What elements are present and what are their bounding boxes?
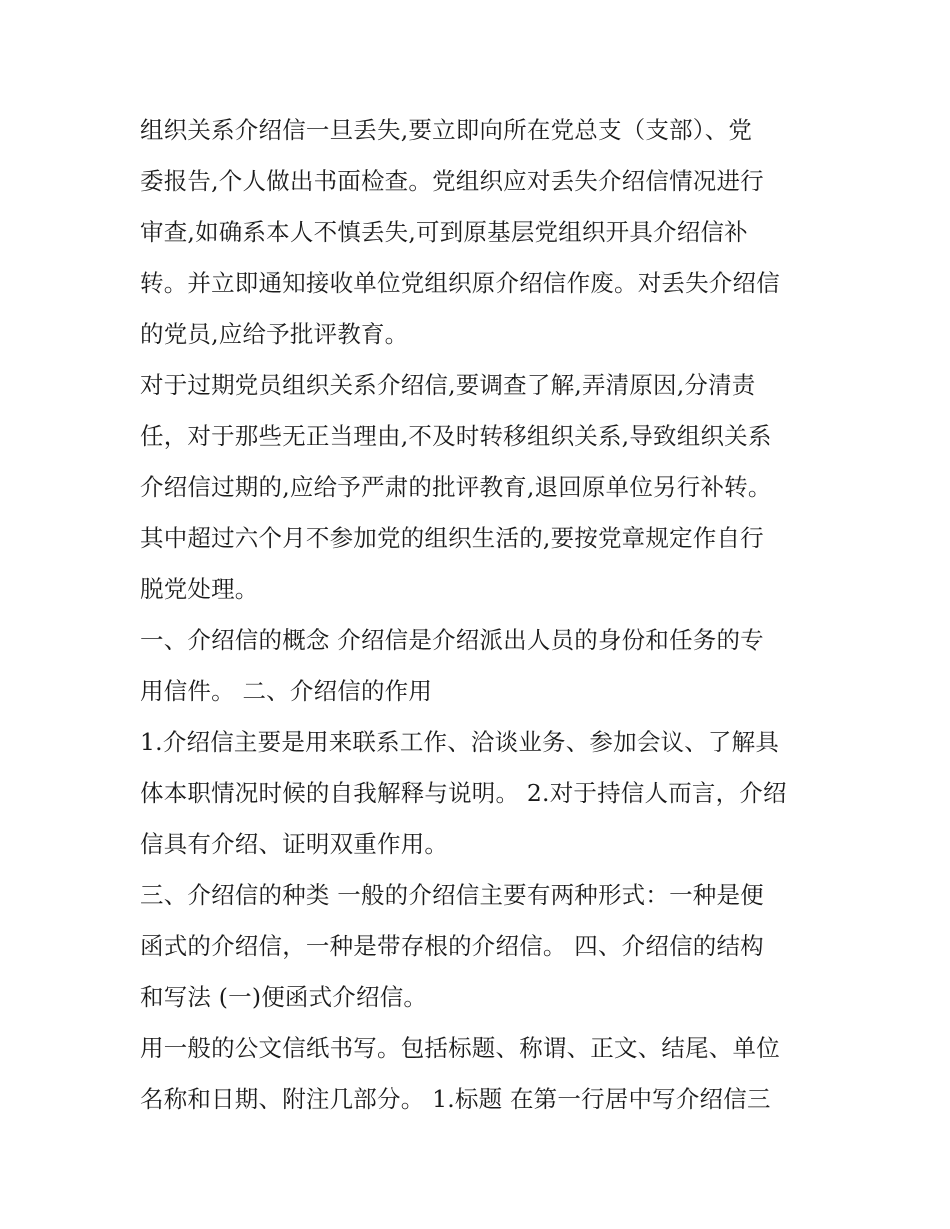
text-line: 用一般的公文信纸书写。包括标题、称谓、正文、结尾、单位 xyxy=(140,1034,780,1062)
text-line: 名称和日期、附注几部分。 1.标题 在第一行居中写介绍信三 xyxy=(140,1085,771,1113)
text-line: 组织关系介绍信一旦丢失,要立即向所在党总支（支部）、党 xyxy=(140,116,753,144)
text-line: 用信件。 二、介绍信的作用 xyxy=(140,677,433,705)
text-line: 信具有介绍、证明双重作用。 xyxy=(140,830,449,858)
text-line: 其中超过六个月不参加党的组织生活的,要按党章规定作自行 xyxy=(140,524,764,552)
text-line: 1.介绍信主要是用来联系工作、洽谈业务、参加会议、了解具 xyxy=(140,728,780,756)
text-line: 任，对于那些无正当理由,不及时转移组织关系,导致组织关系 xyxy=(140,422,772,450)
text-line: 对于过期党员组织关系介绍信,要调查了解,弄清原因,分清责 xyxy=(140,371,756,399)
text-line: 转。并立即通知接收单位党组织原介绍信作废。对丢失介绍信 xyxy=(140,269,780,297)
text-line: 脱党处理。 xyxy=(140,575,259,603)
text-line: 和写法 (一)便函式介绍信。 xyxy=(140,983,428,1011)
text-line: 三、介绍信的种类 一般的介绍信主要有两种形式：一种是便 xyxy=(140,881,764,909)
text-line: 的党员,应给予批评教育。 xyxy=(140,320,409,348)
text-line: 函式的介绍信，一种是带存根的介绍信。 四、介绍信的结构 xyxy=(140,932,764,960)
text-line: 介绍信过期的,应给予严肃的批评教育,退回原单位另行补转。 xyxy=(140,473,772,501)
text-line: 审查,如确系本人不慎丢失,可到原基层党组织开具介绍信补 xyxy=(140,218,748,246)
text-line: 体本职情况时候的自我解释与说明。 2.对于持信人而言，介绍 xyxy=(140,779,787,807)
text-line: 委报告,个人做出书面检查。党组织应对丢失介绍信情况进行 xyxy=(140,167,764,195)
text-line: 一、介绍信的概念 介绍信是介绍派出人员的身份和任务的专 xyxy=(140,626,764,654)
